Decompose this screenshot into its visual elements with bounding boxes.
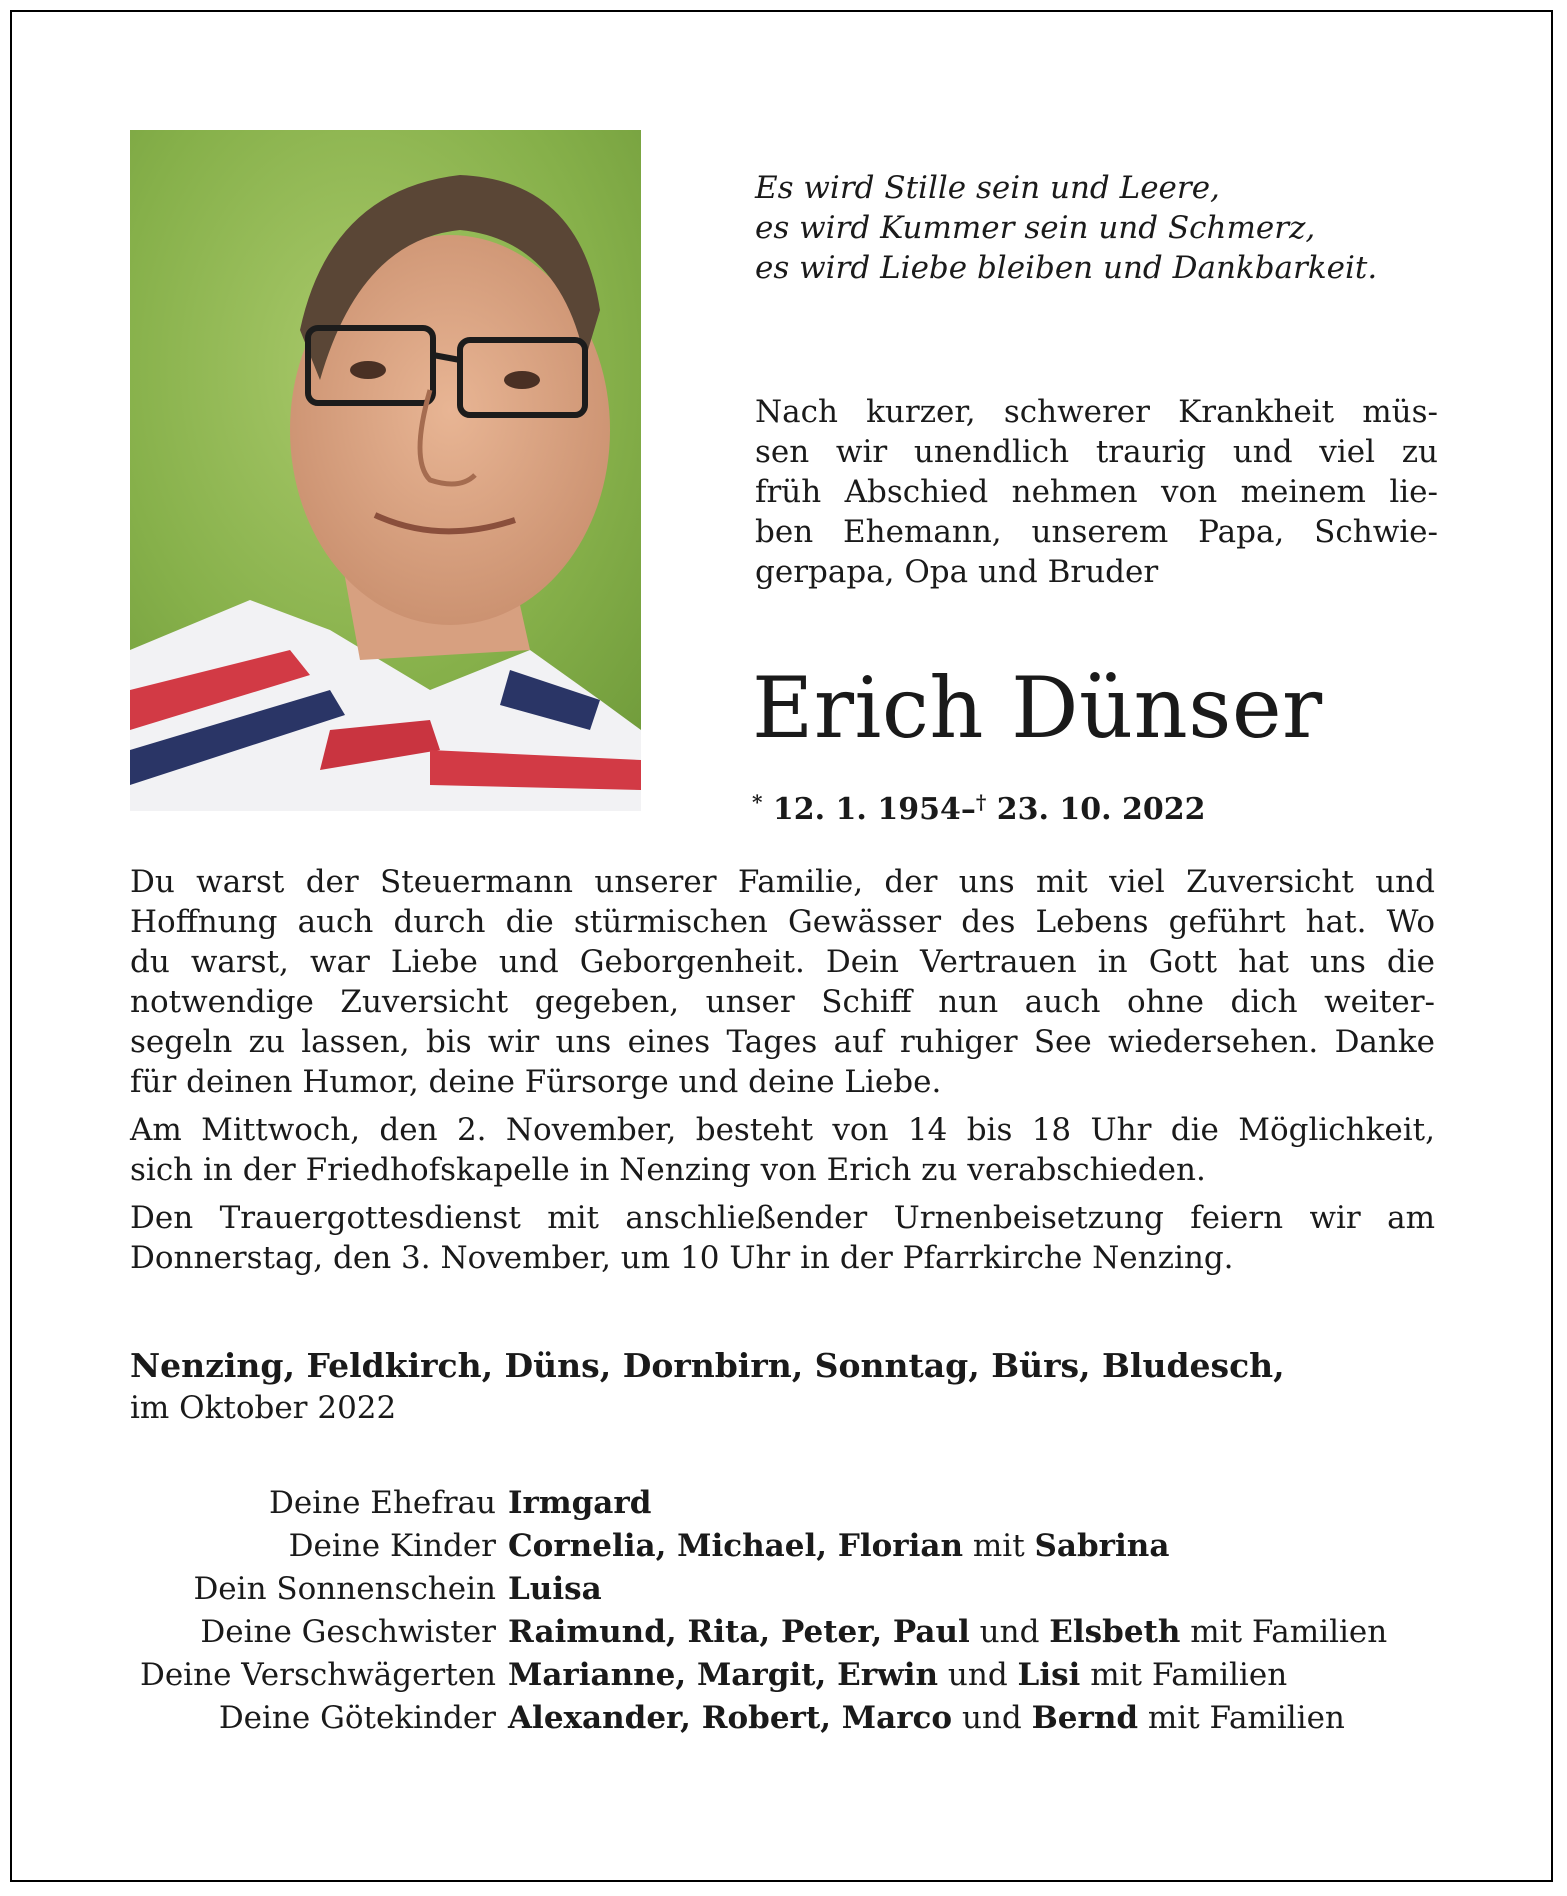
family-row <box>90 1482 1510 1525</box>
family-label: Dein Sonnenschein <box>193 1571 496 1607</box>
deceased-name: Erich Dünser <box>752 659 1323 757</box>
death-date: 23. 10. 2022 <box>996 792 1206 827</box>
service-paragraph <box>130 1198 1435 1278</box>
family-row <box>90 1525 1510 1568</box>
text-line: segeln zu lassen, bis wir uns eines Tages auf ruhiger See wiedersehen. Danke <box>130 1024 1435 1060</box>
family-label: Deine Götekinder <box>218 1700 496 1736</box>
text-line: notwendige Zuversicht gegeben, unser Schiff nun auch ohne dich weiter- <box>130 984 1435 1020</box>
family-name: Elsbeth <box>1049 1614 1181 1650</box>
text-line: sich in der Friedhofskapelle in Nenzing von Erich zu verabschieden. <box>130 1152 1206 1188</box>
family-name: Alexander, Robert, Marco <box>508 1700 953 1736</box>
life-dates <box>752 782 1452 830</box>
intro-line: ben Ehemann, unserem Papa, Schwie- <box>755 514 1438 550</box>
family-name: Bernd <box>1031 1700 1139 1736</box>
text-line: Den Trauergottesdienst mit anschließender Urnenbeisetzung feiern wir am <box>130 1200 1435 1236</box>
birth-date: 12. 1. 1954 <box>772 792 961 827</box>
tribute-text <box>130 862 1435 1286</box>
tribute-paragraph <box>130 862 1435 1102</box>
family-connector: mit <box>963 1528 1035 1564</box>
poem-line: Es wird Stille sein und Leere, <box>755 170 1220 206</box>
intro-text <box>755 392 1438 592</box>
family-connector: mit Familien <box>1080 1657 1288 1693</box>
family-row <box>90 1697 1510 1740</box>
intro-line: sen wir unendlich traurig und viel zu <box>755 434 1438 470</box>
family-name: Lisi <box>1017 1657 1081 1693</box>
birth-symbol: * <box>752 790 763 814</box>
death-symbol: † <box>975 790 987 814</box>
family-row <box>90 1568 1510 1611</box>
family-label: Deine Ehefrau <box>269 1485 496 1521</box>
family-connector: mit Familien <box>1138 1700 1345 1736</box>
text-line: du warst, war Liebe und Geborgenheit. Dein Vertrauen in Gott hat uns die <box>130 944 1435 980</box>
family-names <box>508 1525 1169 1568</box>
family-names <box>508 1697 1345 1740</box>
text-line: Am Mittwoch, den 2. November, besteht von 14 bis 18 Uhr die Möglichkeit, <box>130 1112 1435 1148</box>
date-separator: – <box>960 792 976 827</box>
family-connector: und <box>969 1614 1050 1650</box>
family-list <box>90 1482 1510 1740</box>
family-label: Deine Verschwägerten <box>139 1657 496 1693</box>
family-name: Raimund, Rita, Peter, Paul <box>508 1614 970 1650</box>
poem-line: es wird Liebe bleiben und Dankbarkeit. <box>755 250 1378 286</box>
poem-line: es wird Kummer sein und Schmerz, <box>755 210 1316 246</box>
family-connector: mit Familien <box>1180 1614 1388 1650</box>
family-label: Deine Geschwister <box>200 1614 496 1650</box>
text-line: Donnerstag, den 3. November, um 10 Uhr in der Pfarrkirche Nenzing. <box>130 1240 1234 1276</box>
family-names <box>508 1611 1387 1654</box>
family-names <box>508 1482 651 1525</box>
text-line: Hoffnung auch durch die stürmischen Gewässer des Lebens geführt hat. Wo <box>130 904 1435 940</box>
text-line: für deinen Humor, deine Fürsorge und deine Liebe. <box>130 1064 942 1100</box>
family-name: Luisa <box>508 1571 602 1607</box>
family-names <box>508 1568 602 1611</box>
date-line: im Oktober 2022 <box>130 1390 397 1426</box>
family-connector: und <box>938 1657 1018 1693</box>
family-label: Deine Kinder <box>288 1528 496 1564</box>
intro-line: Nach kurzer, schwerer Krankheit müs- <box>755 394 1438 430</box>
family-connector: und <box>952 1700 1032 1736</box>
family-name: Marianne, Margit, Erwin <box>508 1657 939 1693</box>
viewing-paragraph <box>130 1110 1435 1190</box>
family-row <box>90 1611 1510 1654</box>
family-name: Irmgard <box>508 1485 652 1521</box>
places-list: Nenzing, Feldkirch, Düns, Dornbirn, Sonntag, Bürs, Bludesch, <box>130 1346 1285 1385</box>
portrait-photo <box>130 130 641 811</box>
intro-line: früh Abschied nehmen von meinem lie- <box>755 474 1438 510</box>
family-row <box>90 1654 1510 1697</box>
family-name: Sabrina <box>1034 1528 1170 1564</box>
family-names <box>508 1654 1287 1697</box>
poem <box>755 168 1495 288</box>
family-name: Cornelia, Michael, Florian <box>508 1528 964 1564</box>
intro-line: gerpapa, Opa und Bruder <box>755 554 1159 590</box>
text-line: Du warst der Steuermann unserer Familie, der uns mit viel Zuversicht und <box>130 864 1435 900</box>
